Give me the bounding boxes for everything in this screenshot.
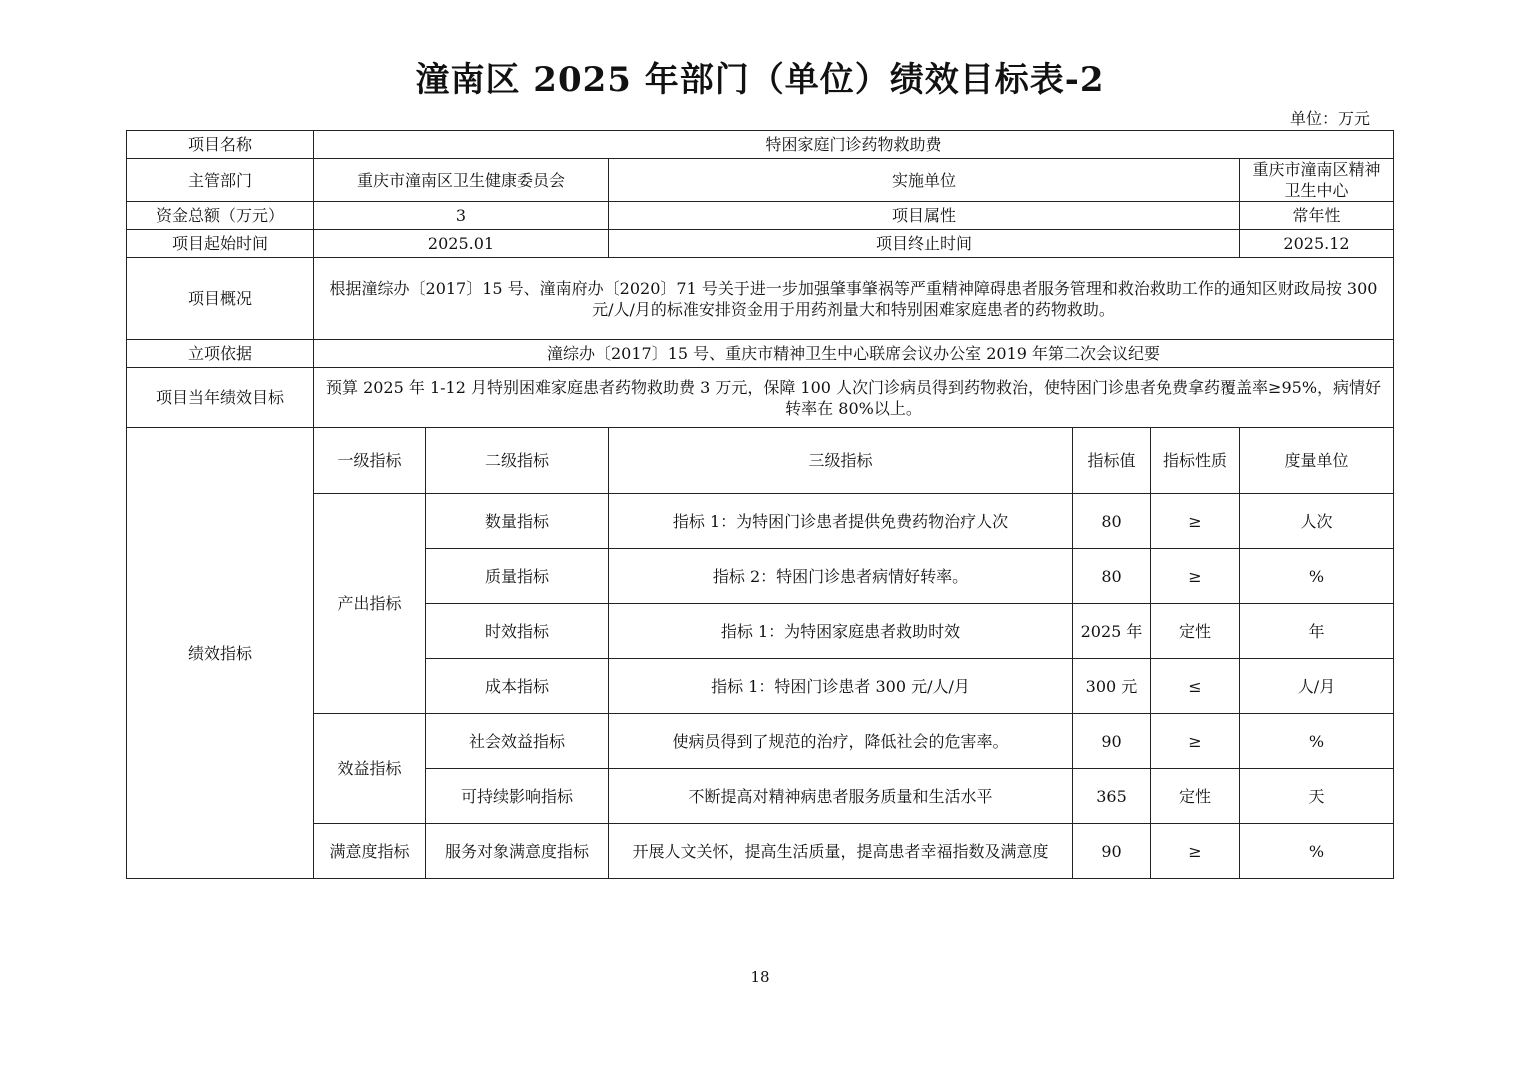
level2-cell: 质量指标 [426, 549, 609, 604]
level2-cell: 社会效益指标 [426, 714, 609, 769]
page-number: 18 [750, 968, 770, 986]
header-level1: 一级指标 [314, 428, 426, 494]
row-period [127, 230, 1394, 258]
overview-label: 项目概况 [127, 258, 314, 340]
end-label: 项目终止时间 [609, 230, 1240, 258]
dept-label: 主管部门 [127, 159, 314, 202]
level3-cell: 开展人文关怀，提高生活质量，提高患者幸福指数及满意度 [609, 824, 1073, 879]
row-project-name [127, 131, 1394, 159]
nature-cell: ≤ [1151, 659, 1240, 714]
level3-cell: 指标 1：为特困家庭患者救助时效 [609, 604, 1073, 659]
unit-cell: % [1240, 714, 1394, 769]
nature-cell: 定性 [1151, 604, 1240, 659]
project-name-label: 项目名称 [127, 131, 314, 159]
table-row [127, 494, 1394, 549]
level1-satisfaction: 满意度指标 [314, 824, 426, 879]
value-cell: 365 [1073, 769, 1151, 824]
start-value: 2025.01 [314, 230, 609, 258]
row-basis [127, 340, 1394, 368]
level2-cell: 时效指标 [426, 604, 609, 659]
unit-cell: % [1240, 549, 1394, 604]
start-label: 项目起始时间 [127, 230, 314, 258]
project-name: 特困家庭门诊药物救助费 [314, 131, 1394, 159]
value-cell: 90 [1073, 824, 1151, 879]
goal-text: 预算 2025 年 1-12 月特别困难家庭患者药物救助费 3 万元，保障 100 人次门诊病员得到药物救治，使特困门诊患者免费拿药覆盖率≥95%，病情好转率在 80%以上。 [314, 368, 1394, 428]
level1-benefit: 效益指标 [314, 714, 426, 824]
row-department [127, 159, 1394, 202]
funds-label: 资金总额（万元） [127, 202, 314, 230]
unit-cell: 人次 [1240, 494, 1394, 549]
unit-cell: 人/月 [1240, 659, 1394, 714]
header-level2: 二级指标 [426, 428, 609, 494]
impl-label: 实施单位 [609, 159, 1240, 202]
value-cell: 80 [1073, 494, 1151, 549]
unit-cell: 年 [1240, 604, 1394, 659]
impl-value: 重庆市潼南区精神卫生中心 [1240, 159, 1394, 202]
unit-note: 单位：万元 [1290, 109, 1371, 128]
unit-cell: 天 [1240, 769, 1394, 824]
value-cell: 2025 年 [1073, 604, 1151, 659]
unit-cell: % [1240, 824, 1394, 879]
level3-cell: 指标 1：特困门诊患者 300 元/人/月 [609, 659, 1073, 714]
level2-cell: 服务对象满意度指标 [426, 824, 609, 879]
nature-cell: ≥ [1151, 824, 1240, 879]
perf-label: 绩效指标 [127, 428, 314, 879]
goal-label: 项目当年绩效目标 [127, 368, 314, 428]
table-row [127, 824, 1394, 879]
row-goal [127, 368, 1394, 428]
performance-target-table [126, 130, 1394, 879]
attr-value: 常年性 [1240, 202, 1394, 230]
row-funds [127, 202, 1394, 230]
header-level3: 三级指标 [609, 428, 1073, 494]
level2-cell: 成本指标 [426, 659, 609, 714]
basis-label: 立项依据 [127, 340, 314, 368]
header-unit: 度量单位 [1240, 428, 1394, 494]
header-value: 指标值 [1073, 428, 1151, 494]
dept-value: 重庆市潼南区卫生健康委员会 [314, 159, 609, 202]
level3-cell: 指标 1：为特困门诊患者提供免费药物治疗人次 [609, 494, 1073, 549]
nature-cell: 定性 [1151, 769, 1240, 824]
nature-cell: ≥ [1151, 494, 1240, 549]
level2-cell: 可持续影响指标 [426, 769, 609, 824]
overview-text: 根据潼综办〔2017〕15 号、潼南府办〔2020〕71 号关于进一步加强肇事肇祸等严重精神障碍患者服务管理和救治救助工作的通知区财政局按 300 元/人/月的标准安排资金用于用药剂量大和特别困难家庭患者的药物救助。 [314, 258, 1394, 340]
level1-output: 产出指标 [314, 494, 426, 714]
level3-cell: 不断提高对精神病患者服务质量和生活水平 [609, 769, 1073, 824]
page-title: 潼南区 2025 年部门（单位）绩效目标表-2 [415, 60, 1105, 100]
row-overview [127, 258, 1394, 340]
nature-cell: ≥ [1151, 714, 1240, 769]
level3-cell: 使病员得到了规范的治疗，降低社会的危害率。 [609, 714, 1073, 769]
table-row [127, 714, 1394, 769]
value-cell: 90 [1073, 714, 1151, 769]
level3-cell: 指标 2：特困门诊患者病情好转率。 [609, 549, 1073, 604]
end-value: 2025.12 [1240, 230, 1394, 258]
funds-value: 3 [314, 202, 609, 230]
attr-label: 项目属性 [609, 202, 1240, 230]
value-cell: 80 [1073, 549, 1151, 604]
perf-header-row [127, 428, 1394, 494]
basis-text: 潼综办〔2017〕15 号、重庆市精神卫生中心联席会议办公室 2019 年第二次会议纪要 [314, 340, 1394, 368]
header-nature: 指标性质 [1151, 428, 1240, 494]
level2-cell: 数量指标 [426, 494, 609, 549]
value-cell: 300 元 [1073, 659, 1151, 714]
nature-cell: ≥ [1151, 549, 1240, 604]
